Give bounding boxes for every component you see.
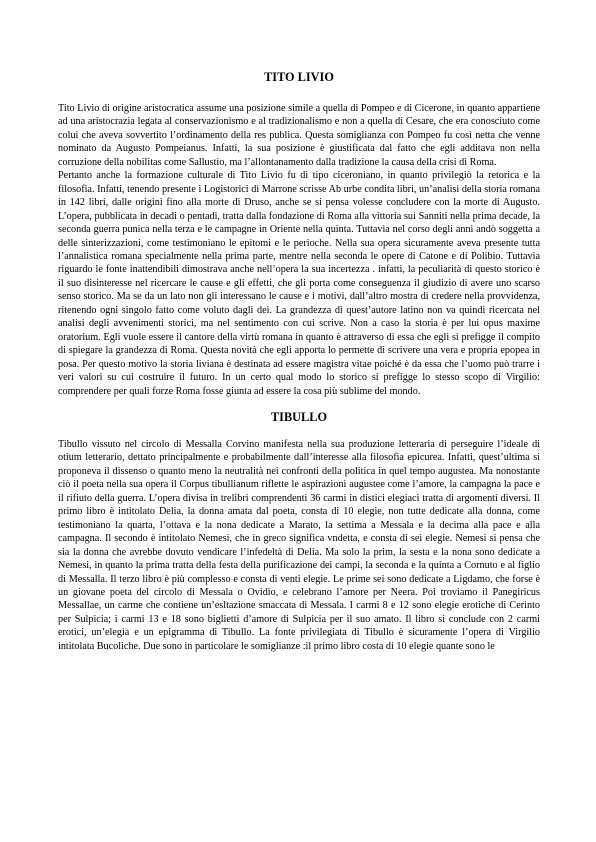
section-body-tibullo <box>58 438 540 653</box>
section-title-tibullo: TIBULLO <box>270 409 328 424</box>
paragraph: Tito Livio di origine aristocratica assume una posizione simile a quella di Pompeo e di Cicerone, in quanto appartiene ad una aristocrazia legata al conservazionismo e al tradizionalismo e non a quella di Cesare, che era conosciuto come colui che aveva sovvertito l’ordinamento della res publica. Questa somiglianza con Pompeo fu così netta che venne nominato da Augusto Pompeianus. Infatti, la sua posizione è giustificata dal fatto che egli additava non nella corruzione della nobilitas come Sallustio, ma l’allontanamento dalla tradizione la causa della crisi di Roma. <box>58 103 540 168</box>
paragraph: Pertanto anche la formazione culturale di Tito Livio fu di tipo ciceroniano, in quanto privilegiò la retorica e la filosofia. Infatti, tenendo presente i Logistorici di Marrone scrisse Ab urbe condita libri, un’analisi della storia romana in 142 libri, dalle origini fino alla morte di Druso, anche se si pensa volesse concludere con la morte di Augusto. L’opera, pubblicata in decadi o pentadi, tratta dalla fondazione di Roma alla vittoria sui Sanniti nella prima decade, la seconda guerra punica nella terza e le campagne in Oriente nella quinta. Tuttavia nel corso degli anni andò soggetta a delle sinterizzazioni, come testimoniano le epitomi e le perioche. Nella sua opera sicuramente aveva presente tutta l’annalistica romana specialmente nella prima parte, mentre nella seconda le opere di Catone e di Polibio. Tuttavia riguardo le fonte inattendibili dimostrava anche nell’opera la sua incertezza . infatti, la peculiarità di questo storico è il suo disinteresse nel ricercare le cause e gli effetti, che gli porta come conseguenza il giudizio di avere uno scarso senso storico. Ma se da un lato non gli interessano le cause e i motivi, dall’altro mostra di credere nella provvidenza, ritenendo ogni singolo fatto come voluto dagli dei. La grandezza di quest’autore latino non va quindi ricercata nel analisi degli avvenimenti storici, ma nel sentimento con cui scrive. Non a caso la storia è per lui opus maxime oratorium. Egli vuole essere il cantore della virtù romana in quanto è attraverso di essa che egli si prefigge il compito di spiegare la grandezza di Roma. Questa novità che egli apporta lo permette di scrivere una vera e propria epopea in posa. Per questo motivo la storia liviana è destinata ad essere magistra vitae poiché è da essa che l’uomo può trarre i veri valori su cui costruire il futuro. In un certo qual modo lo storico si prefigge lo stesso scopo di Virgilio: comprendere per quali forze Roma fosse giunta ad essere la cosa più sublime del mondo. <box>58 170 540 397</box>
section-body-tito-livio <box>58 102 540 398</box>
section-title-tito-livio: TITO LIVIO <box>264 70 334 84</box>
paragraph: Tibullo vissuto nel circolo di Messalla Corvino manifesta nella sua produzione letteraria di perseguire l’ideale di otium letterario, dettato principalmente e probabilmente dall’interesse alla filosofia epicurea. Infatti, quest’ultima si proponeva il dissenso o quanto meno la neutralità nei confronti della politica in quel tempo augustea. Ma nonostante ciò il poeta nella sua opera il Corpus tibullianum riflette le aspirazioni augustee come l’amore, la campagna la pace e il rifiuto della guerra. L’opera divisa in trelibri comprendenti 36 carmi in distici elegiaci tratta di argomenti diversi. Il primo libro è intitolato Delia, la donna amata dal poeta, consta di 10 elegie, non tutte dedicate alla donna, come testimoniano la quarta, l’ottava e la nona dedicate a Marato, la settima a Messala e la decima alla pace e alla campagna. Il secondo è intitolato Nemesi, che in greco significa vndetta, e consta di sei elegie. Nemesi si pensa che sia la donna che avrebbe dovuto vendicare l’infedeltà di Delia. Ma solo la prim, la sesta e la nona sono dedicate a Nemesi, in quanto la prima tratta della festa della purificazione dei campi, la seconda e la quinta a Cornuto e al figlio di Messalla. Il terzo libro è più complesso e consta di venti elegie. Le prime sei sono dedicate a Ligdamo, che forse è un giovane poeta del circolo di Messala o Ovidio, e celebrano l’amore per Neera. Poi troviamo il Panegiricus Messallae, un carme che contiene un’esltazione smaccata di Messala. I carmi 8 e 12 sono elegie erotiche di Cerinto per Sulpicia; i carmi 13 e 18 sono biglietti d’amore di Sulpicia per il suo amato. Il libro si conclude con 2 carmi erotici, un’elegia e un epigramma di Tibullo. La fonte privilegiata di Tibullo è sicuramente l’opera di Virgilio intitolata Bucoliche. Due sono in particolare le somiglianze :il primo libro costa di 10 elegie quante sono le <box>58 438 540 652</box>
